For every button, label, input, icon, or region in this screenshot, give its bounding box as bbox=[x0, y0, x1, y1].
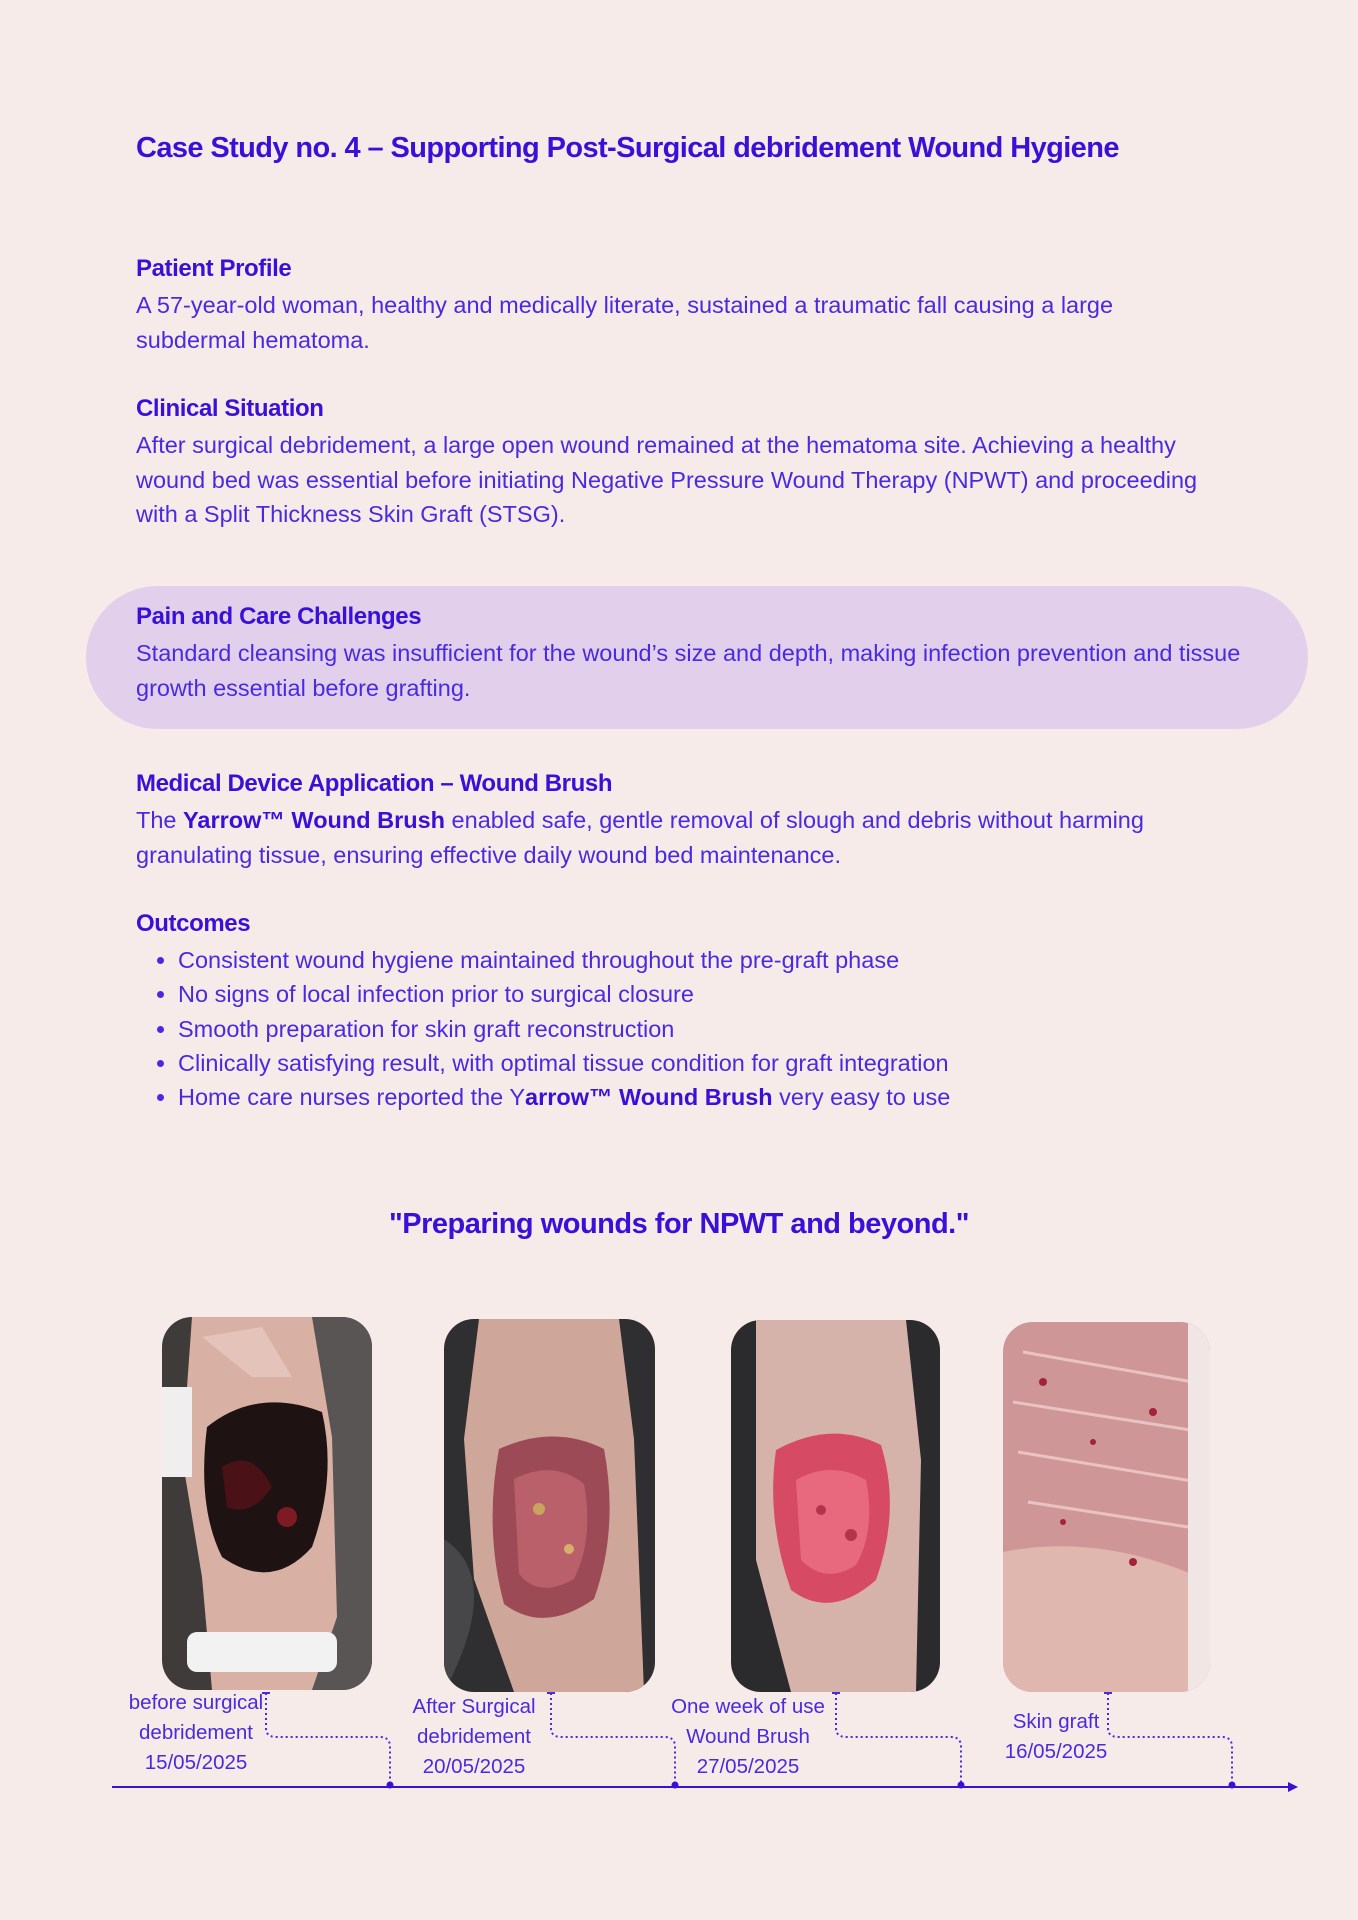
caption-line: After Surgical bbox=[412, 1695, 536, 1718]
device-text-suffix: enabled safe, gentle removal of slough and debris without harming granulating tissue, ensuring effective daily wound bed maintenance. bbox=[136, 807, 1144, 868]
caption-line: Skin graft bbox=[1012, 1710, 1100, 1733]
page-title: Case Study no. 4 – Supporting Post-Surgical debridement Wound Hygiene bbox=[136, 132, 1119, 164]
wound-photo-skin-graft bbox=[1003, 1322, 1210, 1692]
outcome-item: • Clinically satisfying result, with optimal tissue condition for graft integration bbox=[178, 1046, 1266, 1080]
outcome-item bbox=[178, 1080, 1266, 1114]
caption-line: before surgical bbox=[128, 1691, 264, 1714]
device-brand: Yarrow™ Wound Brush bbox=[183, 807, 446, 833]
wound-photo-1-image bbox=[162, 1317, 372, 1690]
timeline-dot-1 bbox=[387, 1782, 394, 1789]
wound-photo-one-week bbox=[731, 1320, 940, 1692]
outcome-item: • Consistent wound hygiene maintained throughout the pre-graft phase bbox=[178, 943, 1266, 977]
caption-line: debridement bbox=[139, 1721, 253, 1744]
caption-date: 20/05/2025 bbox=[422, 1755, 526, 1778]
caption-line: Wound Brush bbox=[686, 1725, 810, 1748]
wound-photo-3-image bbox=[731, 1320, 940, 1692]
timeline-caption-2 bbox=[374, 1692, 574, 1782]
patient-profile-section bbox=[136, 252, 1266, 357]
outcome-item: • Smooth preparation for skin graft reconstruction bbox=[178, 1012, 1266, 1046]
clinical-situation-heading: Clinical Situation bbox=[136, 395, 324, 422]
caption-date: 16/05/2025 bbox=[1004, 1740, 1108, 1763]
timeline-dot-4 bbox=[1229, 1782, 1236, 1789]
pain-challenges-heading: Pain and Care Challenges bbox=[136, 603, 422, 630]
patient-profile-text: A 57-year-old woman, healthy and medically literate, sustained a traumatic fall causing a large subdermal hematoma. bbox=[136, 292, 1114, 353]
wound-photo-after-debridement bbox=[444, 1319, 655, 1692]
timeline-dot-3 bbox=[958, 1782, 965, 1789]
timeline-dot-2 bbox=[672, 1782, 679, 1789]
device-application-heading: Medical Device Application – Wound Brush bbox=[136, 770, 613, 797]
outcomes-heading: Outcomes bbox=[136, 910, 251, 937]
outcome-last-suffix: very easy to use bbox=[772, 1084, 951, 1111]
clinical-situation-text: After surgical debridement, a large open wound remained at the hematoma site. Achieving a healthy wound bed was essential before initiating Negative Pressure Wound Therapy (NPWT) and proceeding with a Split Thickness Skin Graft (STSG). bbox=[136, 432, 1198, 527]
wound-photo-2-image bbox=[444, 1319, 655, 1692]
caption-date: 15/05/2025 bbox=[144, 1751, 248, 1774]
outcomes-section bbox=[136, 907, 1266, 1114]
timeline-arrowhead bbox=[1288, 1782, 1298, 1792]
device-application-text bbox=[136, 803, 1196, 872]
wound-photo-4-image bbox=[1003, 1322, 1210, 1692]
clinical-situation-section bbox=[136, 392, 1266, 532]
wound-photo-before-debridement bbox=[162, 1317, 372, 1690]
device-application-section bbox=[136, 767, 1266, 872]
timeline-caption-4 bbox=[956, 1707, 1156, 1767]
device-text-prefix: The bbox=[136, 807, 184, 833]
quote: "Preparing wounds for NPWT and beyond." bbox=[389, 1208, 969, 1240]
caption-line: One week of use bbox=[671, 1695, 825, 1718]
timeline-caption-3 bbox=[648, 1692, 848, 1782]
timeline-connector-3 bbox=[836, 1693, 961, 1785]
timeline-caption-1 bbox=[96, 1688, 296, 1778]
caption-line: debridement bbox=[417, 1725, 531, 1748]
patient-profile-heading: Patient Profile bbox=[136, 255, 292, 282]
caption-date: 27/05/2025 bbox=[696, 1755, 800, 1778]
pain-challenges-text: Standard cleansing was insufficient for the wound’s size and depth, making infection prevention and tissue growth essential before grafting. bbox=[136, 640, 1241, 701]
outcome-item: • No signs of local infection prior to surgical closure bbox=[178, 977, 1266, 1011]
outcomes-list bbox=[136, 943, 1266, 1114]
outcome-last-brand: arrow™ Wound Brush bbox=[525, 1084, 773, 1111]
outcome-last-prefix: Home care nurses reported the Y bbox=[178, 1084, 526, 1111]
pain-challenges-section bbox=[136, 600, 1266, 705]
